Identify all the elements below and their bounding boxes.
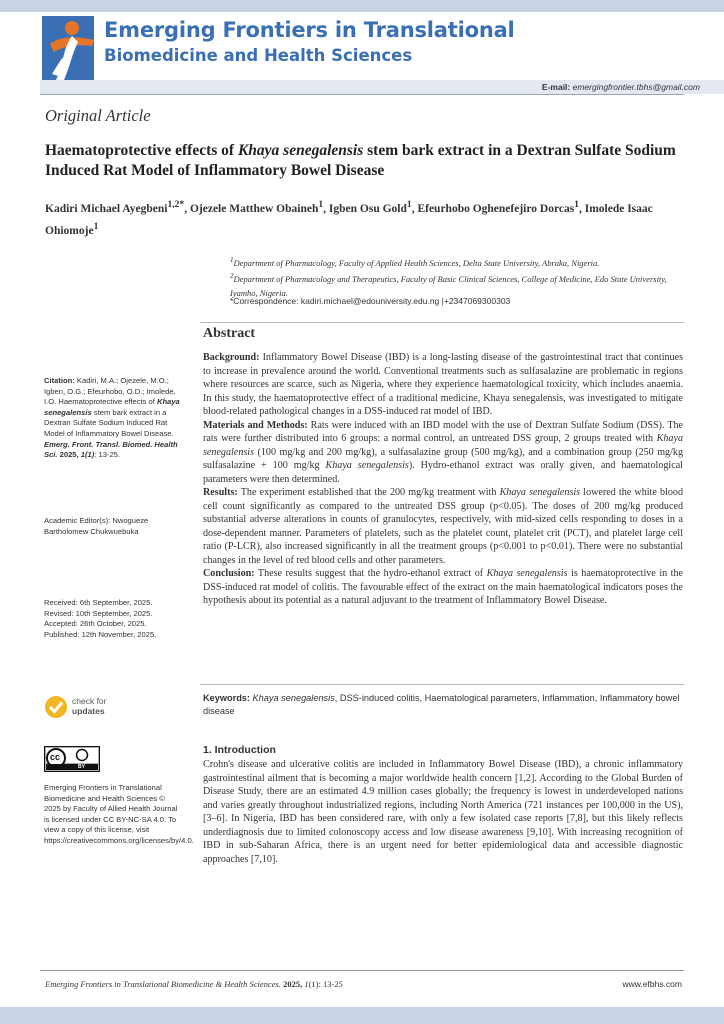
citation: Citation: Kadiri, M.A.; Ojezele, M.O.; Igben, O.G.; Efeurhobo, O.D.; Imolede, I.O. Haematoprotective effects of Khaya senegalensis stem bark extract in a Dextran Sulfate Sodium Induced Rat Model of Inflammatory Bowel Disease. Emerg. Front. Transl. Biomed. Health Sci. 2025, 1(1): 13-25.: [44, 376, 180, 460]
affiliation-item: $^2$Department of Pharmacology and Therapeutics, Faculty of Basic Clinical Sciences, College of Medicine, Edo State University, Iyamho, Nigeria.: [230, 272, 667, 298]
cc-license-badge[interactable]: cc BY: [44, 746, 100, 772]
academic-editor: Academic Editor(s): Nwogueze Bartholomew Chukwuebuka: [44, 516, 149, 536]
check-updates-icon: [44, 695, 68, 719]
author-list: Kadiri Michael Ayegbeni$^{1,2*}$, Ojezele Matthew Obaineh$^1$, Igben Osu Gold$^1$, Efeurhobo Oghenefejiro Dorcas$^1$, Imolede Isaac Ohiomoje$^1$: [45, 199, 653, 237]
article-type: Original Article: [45, 106, 151, 125]
author: Imolede Isaac Ohiomoje: [45, 202, 653, 237]
date-accepted: Accepted: 26th October, 2025.: [44, 619, 147, 629]
footer-divider: [40, 970, 684, 971]
author: Igben Osu Gold: [328, 202, 407, 215]
correspondence[interactable]: *Correspondence: kadiri.michael@edouniversity.edu.ng |+2347069300303: [230, 296, 511, 306]
journal-subtitle: Biomedicine and Health Sciences: [104, 46, 413, 65]
affiliation-item: $^1$Department of Pharmacology, Faculty of Applied Health Sciences, Delta State University, Abraka, Nigeria.: [230, 256, 600, 268]
abstract-methods: Materials and Methods: Rats were induced with an IBD model with the use of Dextran Sulfate Sodium (DSS). The rats were further distributed into 6 groups: a normal control, an untreated DSS group, 2 groups treated with Khaya senegalensis (100 mg/kg and 200 mg/kg), a sulfasalazine group (500 mg/kg), and a combination group (250 mg/kg sulfasalazine + 100 mg/kg Khaya senegalensis). Hydro-ethanol extract was orally given, and haematological parameters were then determined.: [203, 419, 684, 485]
author: Efeurhobo Oghenefejiro Dorcas: [417, 202, 575, 215]
author: Ojezele Matthew Obaineh: [189, 202, 319, 215]
abstract-conclusion: Conclusion: These results suggest that the hydro-ethanol extract of Khaya senegalensis is haematoprotective in the DSS-induced rat model of colitis. The favourable effect of the extract on the main haematological indicators poses the hypothesis about its potential as a natural adjuvant to the treatment of Inflammatory Bowel Disease.: [203, 568, 684, 606]
date-received: Received: 6th September, 2025.: [44, 598, 153, 607]
abstract-heading: Abstract: [203, 326, 256, 341]
journal-email[interactable]: E-mail: emergingfrontier.tbhs@gmail.com: [541, 82, 700, 92]
introduction-body: Crohn's disease and ulcerative colitis are included in Inflammatory Bowel Disease (IBD), a chronic inflammatory gastrointestinal ailment that is becoming a major worldwide health concern [1,2]. According to the Global Burden of Disease Study, there are an estimated 4.9 million cases globally; the frequency is lowest in underdeveloped nations and varies greatly throughout industrialized regions, including North America (721 instances per 100,000 in the US), [3–6]. In Nigeria, IBD has been considered rare, with only a few isolated case reports [7,8], but this likely reflects underdiagnosis due to limited colonoscopy access and low disease awareness [9,10]. With increasing recognition of IBD in sub-Saharan Africa, there is an urgent need for better epidemiological data and accessible diagnostic approaches [7,10].: [203, 759, 683, 865]
date-revised: Revised: 10th September, 2025.: [44, 608, 153, 618]
section-heading-introduction: 1. Introduction: [203, 744, 276, 756]
header-divider: [40, 94, 684, 95]
abstract-results: Results: The experiment established that the 200 mg/kg treatment with Khaya senegalensis lowered the white blood cell count significantly as compared to the untreated DSS group (p<0.05). The doses of 200 mg/kg produced substantial adverse alterations in counts of granulocytes, respectively, with mid-sized cells responding to doses in a dose-dependent manner. Parameters of platelets, such as the platelet count, platelet crit (PCT), and platelet large cell ratio (P-LCR), also increased significantly in all the treatment groups (p<0.001 to p<0.01). There were no substantial changes in the level of red blood cells and other parameters.: [203, 487, 683, 566]
keywords: Keywords: Khaya senegalensis, DSS-induced colitis, Haematological parameters, Inflammation, Inflammatory bowel disease: [203, 693, 680, 716]
footer-website[interactable]: www.efbhs.com: [622, 979, 682, 989]
check-updates-label: check for updates: [72, 696, 107, 716]
bottom-band: [0, 1007, 724, 1024]
abstract-body: [203, 351, 683, 608]
date-published: Published: 12th November, 2025.: [44, 629, 157, 639]
abstract-background: Background: Inflammatory Bowel Disease (IBD) is a long-lasting disease of the gastrointestinal tract that continues to increase in prevalence around the world. Conventional treatments such as sulfasalazine are problematic in regions where resources are scarce, such as Nigeria, where they experience haematological toxicity, which includes anaemia. In this study, the haematoprotective effect of a traditional medicine, Khaya senegalensis, was investigated to mitigate blood-related pathological changes in a DSS-induced rat model of IBD.: [203, 352, 683, 417]
abstract-divider-bottom: [200, 684, 684, 685]
affiliations: [230, 254, 690, 300]
journal-name: Emerging Frontiers in Translational: [104, 18, 515, 42]
footer-citation: Emerging Frontiers in Translational Biomedicine & Health Sciences. 2025, 1(1): 13-25: [45, 979, 343, 989]
author: Kadiri Michael Ayegbeni: [45, 202, 168, 215]
license-text: Emerging Frontiers in Translational Biomedicine and Health Sciences © 2025 by Faculty of Allied Health Journal is licensed under CC BY-NC-SA 4.0. To view a copy of this license, visit https://creativecommons.org/licenses/by/4.0.: [44, 783, 194, 845]
article-title: Haematoprotective effects of Khaya senegalensis stem bark extract in a Dextran Sulfate Sodium Induced Rat Model of Inflammatory Bowel Disease: [45, 142, 676, 179]
top-band: [0, 0, 724, 12]
abstract-divider-top: [200, 322, 684, 323]
article-dates: [44, 598, 180, 640]
journal-logo-icon: [42, 14, 100, 86]
check-for-updates-button[interactable]: [44, 694, 124, 720]
